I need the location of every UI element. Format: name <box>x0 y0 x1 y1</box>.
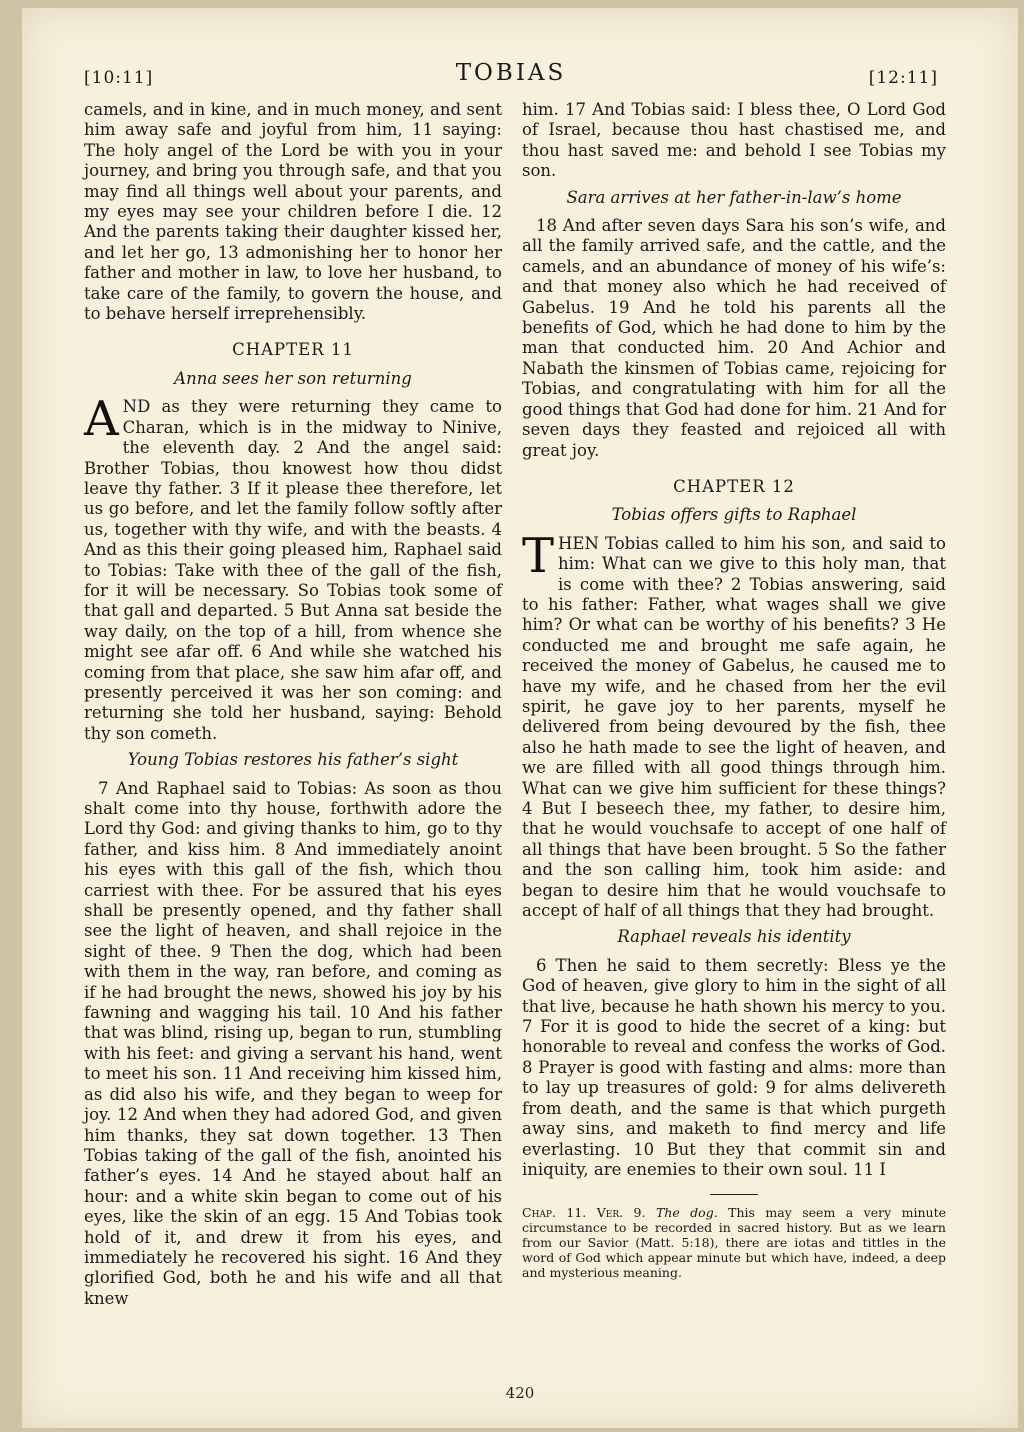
section-heading-gifts: Tobias offers gifts to Raphael <box>611 505 857 525</box>
book-title: TOBIAS <box>455 60 567 86</box>
right-column <box>522 100 946 1280</box>
chapter-12-opening-paragraph <box>522 527 946 922</box>
footnote <box>522 1205 946 1280</box>
left-column <box>84 100 502 1309</box>
restores-sight-paragraph: 7 And Raphael said to Tobias: As soon as thou shalt come into thy house, forthwith adore the Lord thy God: and giving thanks to him, go to thy father, and kiss him. 8 And immediately anoint his eyes with this gall of the fish, which thou carriest with thee. For be assured that his eyes shall be presently opened, and thy father shall see the light of heaven, and shall rejoice in the sight of thee. 9 Then the dog, which had been with them in the way, ran before, and coming as if he had brought the news, showed his joy by his fawning and wagging his tail. 10 And his father that was blind, rising up, began to run, stumbling with his feet: and giving a servant his hand, went to meet his son. 11 And receiving him kissed him, as did also his wife, and they began to weep for joy. 12 And when they had adored God, and given him thanks, they sat down together. 13 Then Tobias taking of the gall of the fish, anointed his father’s eyes. 14 And he stayed about half an hour: and a white skin began to come out of his eyes, like the skin of an egg. 15 And Tobias took hold of it, and drew it from his eyes, and immediately he recovered his sight. 16 And they glorified God, both he and his wife and all that knew <box>84 778 502 1308</box>
chapter-11-heading: CHAPTER 11 <box>232 340 354 360</box>
section-heading-sight: Young Tobias restores his father’s sight <box>127 750 459 770</box>
paragraph-text: Tobias called to him his son, and said to him: What can we give to this holy man, that is come with thee? 2 Tobias answering, said to his father: Father, what wages shall we give him? Or what can be worthy of his benefits? 3 He conducted me and brought me safe again, he received the money of Gabelus, he caused me to have my wife, and he chased from her the evil spirit, he gave joy to her parents, myself he delivered from being devoured by the fish, thee also he hath made to see the light of heaven, and we are filled with all good things through him. What can we give him sufficient for these things? 4 But I beseech thee, my father, to desire him, that he would vouchsafe to accept of one half of all things that have been brought. 5 So the father and the son calling him, took him aside: and began to desire him that he would vouchsafe to accept of half of all things that they had brought. <box>522 533 946 921</box>
opening-word: ND <box>122 397 151 417</box>
chapter-11-opening-paragraph <box>84 391 502 744</box>
footnote-text: This may seem a very minute circumstance to be recorded in sacred history. But as we learn from our Savior (Matt. 5:18), there are iotas and tittles in the word of God which appear minute but which have, indeed, a deep and mysterious meaning. <box>522 1205 946 1281</box>
paragraph-text: as they were returning they came to Charan, which is in the midway to Ninive, the eleventh day. 2 And the angel said: Brother Tobias, thou knowest how thou didst leave thy father. 3 If it please thee therefore, let us go before, and let the family follow softly after us, together with thy wife, and with the beasts. 4 And as this their going pleased him, Raphael said to Tobias: Take with thee of the gall of the fish, for it will be necessary. So Tobias took some of that gall and departed. 5 But Anna sat beside the way daily, on the top of a hill, from whence she might see afar off. 6 And while she watched his coming from that place, she saw him afar off, and presently perceived it was her son coming: and returning she told her husband, saying: Behold thy son cometh. <box>84 397 502 743</box>
section-heading-anna: Anna sees her son returning <box>174 368 412 388</box>
section-heading-sara: Sara arrives at her father-in-law’s home <box>566 187 902 207</box>
footnote-reference: Chap. 11. Ver. 9. <box>522 1205 646 1221</box>
chapter-12-heading: CHAPTER 12 <box>673 476 795 496</box>
drop-cap-a: A <box>84 391 119 448</box>
right-chapter-reference: [12:11] <box>868 68 938 88</box>
opening-word: HEN <box>558 533 599 553</box>
drop-cap-t: T <box>522 527 555 584</box>
left-intro-paragraph: camels, and in kine, and in much money, and sent him away safe and joyful from him, 11 saying: The holy angel of the Lord be with you in your journey, and bring you through safe, and that you may find all things well about your parents, and my eyes may see your children before I die. 12 And the parents taking their daughter kissed her, and let her go, 13 admonishing her to honor her father and mother in law, to love her husband, to take care of the family, to govern the house, and to behave herself irreprehensibly. <box>84 100 502 324</box>
book-page <box>22 8 1018 1428</box>
left-chapter-reference: [10:11] <box>84 68 154 88</box>
sara-arrives-paragraph: 18 And after seven days Sara his son’s wife, and all the family arrived safe, and the cattle, and the camels, and an abundance of money of his wife’s: and that money also which he had received of Gabelus. 19 And he told his parents all the benefits of God, which he had done to him by the man that conducted him. 20 And Achior and Nabath the kinsmen of Tobias came, rejoicing for Tobias, and congratulating with him for all the good things that God had done for him. 21 And for seven days they feasted and rejoiced all with great joy. <box>522 216 946 460</box>
page-number: 420 <box>505 1384 535 1402</box>
running-header <box>84 60 938 90</box>
reveals-identity-paragraph: 6 Then he said to them secretly: Bless ye the God of heaven, give glory to him in the sight of all that live, because he hath shown his mercy to you. 7 For it is good to hide the secret of a king: but honorable to reveal and confess the works of God. 8 Prayer is good with fasting and alms: more than to lay up treasures of gold: 9 for alms delivereth from death, and the same is that which purgeth away sins, and maketh to find mercy and life everlasting. 10 But they that commit sin and iniquity, are enemies to their own soul. 11 I <box>522 955 946 1179</box>
footnote-term: The dog. <box>655 1205 718 1221</box>
section-heading-identity: Raphael reveals his identity <box>617 927 851 947</box>
footnote-divider <box>710 1194 758 1195</box>
right-intro-paragraph: him. 17 And Tobias said: I bless thee, O Lord God of Israel, because thou hast chastised me, and thou hast saved me: and behold I see Tobias my son. <box>522 100 946 181</box>
